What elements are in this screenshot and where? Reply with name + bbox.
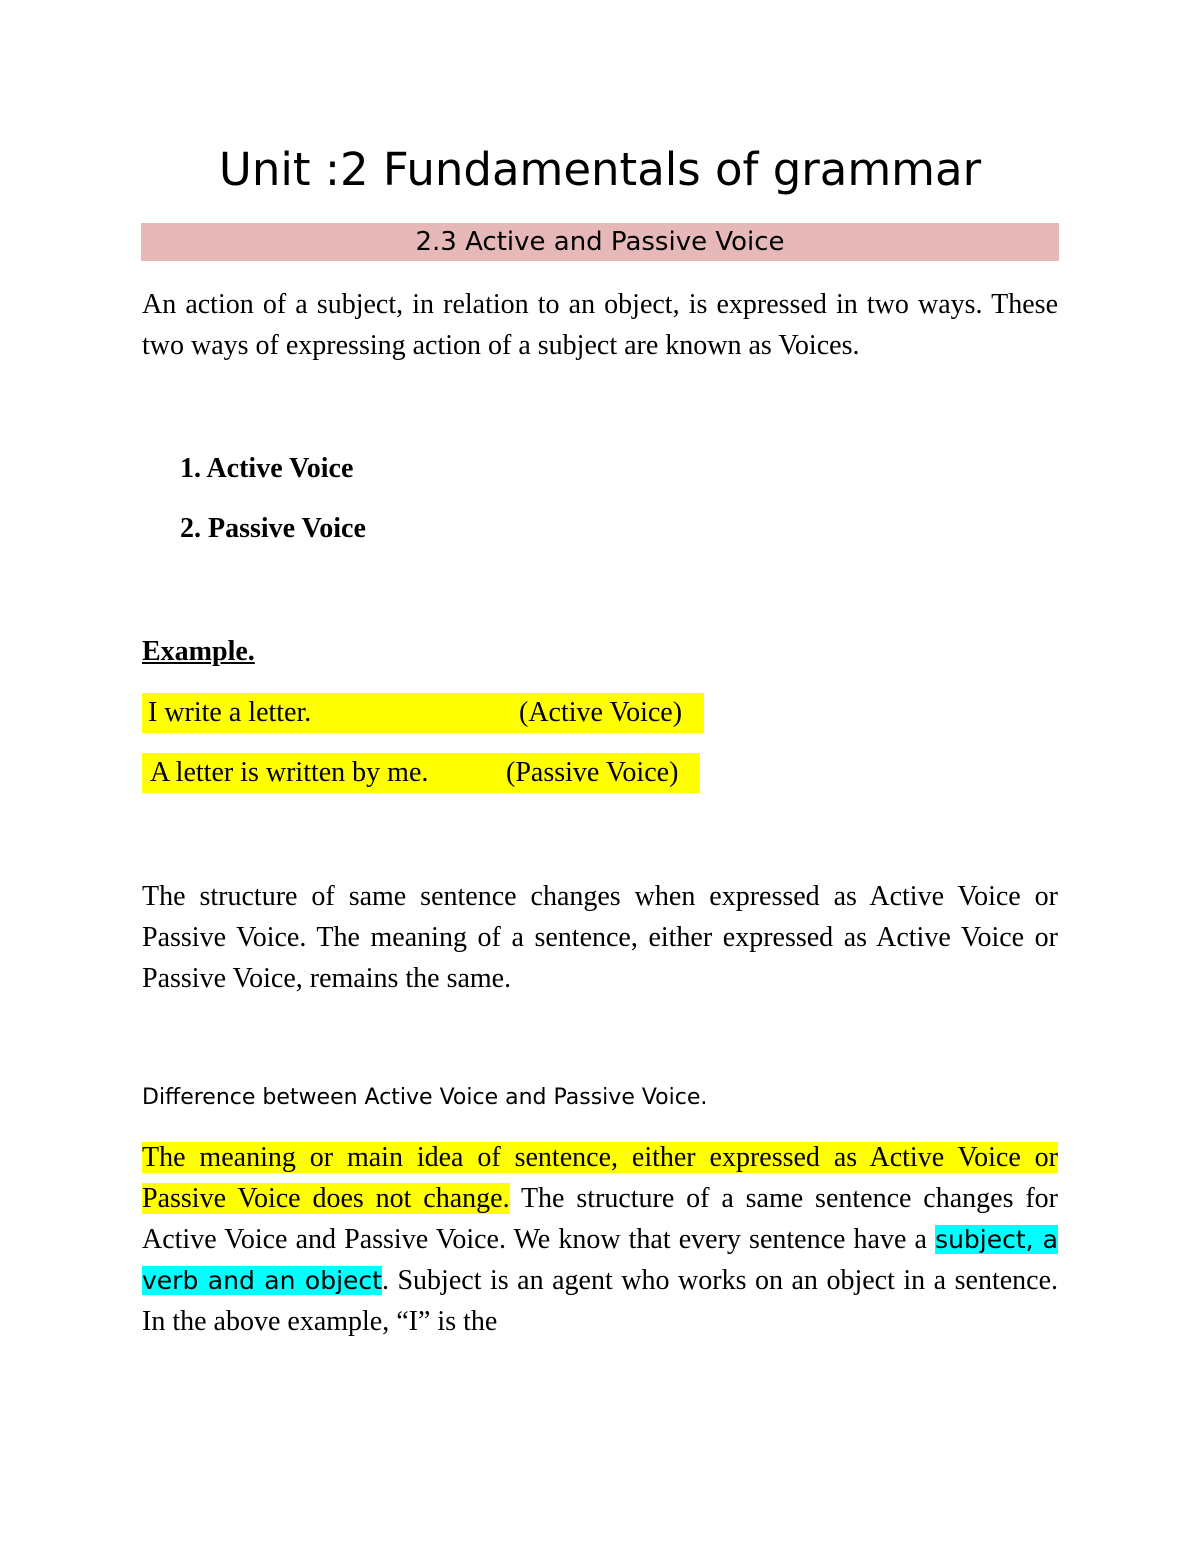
highlight-cyan-text: subject, a verb and an object — [142, 1225, 1059, 1295]
example-label: (Passive Voice) — [506, 757, 679, 788]
list-item-active-voice: 1. Active Voice — [180, 453, 354, 484]
paragraph-text: . Subject is an agent who works on an object in a sentence. In the above example, “I” is the — [142, 1265, 1059, 1337]
difference-paragraph — [142, 1137, 1058, 1342]
section-heading: 2.3 Active and Passive Voice — [141, 223, 1059, 261]
example-row-active — [142, 693, 704, 733]
example-heading: Example. — [142, 636, 255, 667]
intro-paragraph: An action of a subject, in relation to an object, is expressed in two ways. These two ways of expressing action of a subject are known as Voices. — [142, 289, 1058, 361]
example-sentence: I write a letter. — [148, 697, 312, 728]
difference-heading: Difference between Active Voice and Passive Voice. — [142, 1085, 708, 1110]
paragraph-text: The structure of a same sentence changes for Active Voice and Passive Voice. We know that every sentence have a — [142, 1183, 1058, 1255]
structure-paragraph: The structure of same sentence changes when expressed as Active Voice or Passive Voice. The meaning of a sentence, either expressed as Active Voice or Passive Voice, remains the same. — [142, 881, 1058, 994]
example-row-passive — [142, 753, 700, 793]
highlight-yellow-text: The meaning or main idea of sentence, either expressed as Active Voice or Passive Voice does not change. — [142, 1142, 1058, 1214]
example-label: (Active Voice) — [519, 697, 683, 728]
example-sentence: A letter is written by me. — [150, 757, 429, 788]
list-item-passive-voice: 2. Passive Voice — [180, 513, 366, 544]
page-title: Unit :2 Fundamentals of grammar — [218, 143, 982, 196]
